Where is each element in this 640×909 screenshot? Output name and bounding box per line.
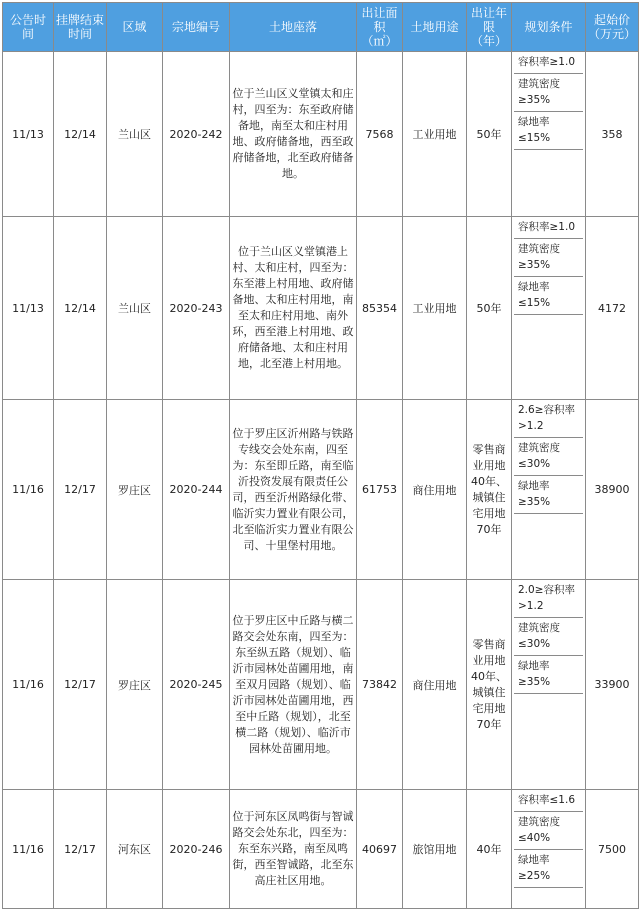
conditions-spacer <box>514 315 583 399</box>
use-cell: 工业用地 <box>403 217 467 400</box>
area-cell: 85354 <box>357 217 403 400</box>
district-cell: 罗庄区 <box>107 400 163 580</box>
table-row <box>3 52 639 217</box>
announce-date-cell: 11/13 <box>3 52 54 217</box>
location-cell: 位于罗庄区中丘路与横二路交会处东南，四至为：东至纵五路（规划）、临沂市园林处苗圃用地，南至双月园路（规划）、临沂市园林处苗圃用地，西至中丘路（规划），北至横二路（规划）、临沂市园林处苗圃用地。 <box>230 580 357 790</box>
green-ratio-condition: 绿地率≥25% <box>514 850 583 888</box>
green-ratio-condition: 绿地率≥35% <box>514 656 583 694</box>
far-condition: 2.0≥容积率>1.2 <box>514 580 583 618</box>
table-row <box>3 790 639 909</box>
far-condition: 容积率≥1.0 <box>514 217 583 239</box>
area-cell: 40697 <box>357 790 403 909</box>
location-cell: 位于罗庄区沂州路与铁路专线交会处东南，四至为：东至即丘路，南至临沂投资发展有限责任公司，西至沂州路绿化带、临沂实力置业有限公司，北至临沂实力置业有限公司、十里堡村用地。 <box>230 400 357 580</box>
building-density-condition: 建筑密度≤30% <box>514 438 583 476</box>
announce-date-cell: 11/16 <box>3 790 54 909</box>
header-row <box>3 3 639 52</box>
green-ratio-condition: 绿地率≥35% <box>514 476 583 514</box>
building-density-condition: 建筑密度≤30% <box>514 618 583 656</box>
location-cell: 位于兰山区义堂镇太和庄村，四至为：东至政府储备地，南至太和庄村用地、政府储备地，西至政府储备地，北至政府储备地。 <box>230 52 357 217</box>
term-cell: 40年 <box>467 790 512 909</box>
header-area: 出让面积（㎡） <box>357 3 403 52</box>
area-cell: 73842 <box>357 580 403 790</box>
parcel-no-cell: 2020-244 <box>163 400 230 580</box>
use-cell: 旅馆用地 <box>403 790 467 909</box>
conditions-spacer <box>514 694 583 789</box>
parcel-no-cell: 2020-243 <box>163 217 230 400</box>
conditions-cell <box>512 217 586 400</box>
far-condition: 容积率≥1.0 <box>514 52 583 74</box>
building-density-condition: 建筑密度≥35% <box>514 74 583 112</box>
header-use: 土地用途 <box>403 3 467 52</box>
location-cell: 位于兰山区义堂镇港上村、太和庄村，四至为：东至港上村用地、政府储备地、太和庄村用地，南至太和庄村用地、南外环，西至港上村用地、政府储备地、太和庄村用地，北至港上村用地。 <box>230 217 357 400</box>
start-price-cell: 33900 <box>586 580 639 790</box>
district-cell: 兰山区 <box>107 217 163 400</box>
far-condition: 2.6≥容积率>1.2 <box>514 400 583 438</box>
use-cell: 商住用地 <box>403 400 467 580</box>
start-price-cell: 7500 <box>586 790 639 909</box>
conditions-spacer <box>514 150 583 216</box>
table-row <box>3 217 639 400</box>
announce-date-cell: 11/13 <box>3 217 54 400</box>
green-ratio-condition: 绿地率≤15% <box>514 277 583 315</box>
term-cell: 零售商业用地40年、城镇住宅用地70年 <box>467 400 512 580</box>
conditions-spacer <box>514 888 583 908</box>
conditions-cell <box>512 400 586 580</box>
parcel-no-cell: 2020-246 <box>163 790 230 909</box>
table-row <box>3 580 639 790</box>
header-start-price: 起始价（万元） <box>586 3 639 52</box>
area-cell: 61753 <box>357 400 403 580</box>
district-cell: 罗庄区 <box>107 580 163 790</box>
land-auction-table <box>2 2 639 909</box>
header-parcel-no: 宗地编号 <box>163 3 230 52</box>
parcel-no-cell: 2020-245 <box>163 580 230 790</box>
start-price-cell: 4172 <box>586 217 639 400</box>
end-date-cell: 12/17 <box>54 580 107 790</box>
district-cell: 兰山区 <box>107 52 163 217</box>
area-cell: 7568 <box>357 52 403 217</box>
green-ratio-condition: 绿地率≤15% <box>514 112 583 150</box>
start-price-cell: 358 <box>586 52 639 217</box>
header-announce-date: 公告时间 <box>3 3 54 52</box>
term-cell: 50年 <box>467 52 512 217</box>
far-condition: 容积率≤1.6 <box>514 790 583 812</box>
parcel-no-cell: 2020-242 <box>163 52 230 217</box>
building-density-condition: 建筑密度≥35% <box>514 239 583 277</box>
end-date-cell: 12/17 <box>54 790 107 909</box>
end-date-cell: 12/14 <box>54 217 107 400</box>
header-district: 区域 <box>107 3 163 52</box>
use-cell: 工业用地 <box>403 52 467 217</box>
district-cell: 河东区 <box>107 790 163 909</box>
location-cell: 位于河东区凤鸣街与智诚路交会处东北，四至为：东至东兴路，南至凤鸣街，西至智诚路，北至东高庄社区用地。 <box>230 790 357 909</box>
header-location: 土地座落 <box>230 3 357 52</box>
conditions-cell <box>512 52 586 217</box>
end-date-cell: 12/17 <box>54 400 107 580</box>
end-date-cell: 12/14 <box>54 52 107 217</box>
term-cell: 50年 <box>467 217 512 400</box>
conditions-cell <box>512 580 586 790</box>
table-row <box>3 400 639 580</box>
term-cell: 零售商业用地40年、城镇住宅用地70年 <box>467 580 512 790</box>
start-price-cell: 38900 <box>586 400 639 580</box>
header-term: 出让年限（年） <box>467 3 512 52</box>
header-conditions: 规划条件 <box>512 3 586 52</box>
header-end-date: 挂牌结束时间 <box>54 3 107 52</box>
announce-date-cell: 11/16 <box>3 400 54 580</box>
conditions-cell <box>512 790 586 909</box>
announce-date-cell: 11/16 <box>3 580 54 790</box>
use-cell: 商住用地 <box>403 580 467 790</box>
conditions-spacer <box>514 514 583 579</box>
building-density-condition: 建筑密度≤40% <box>514 812 583 850</box>
